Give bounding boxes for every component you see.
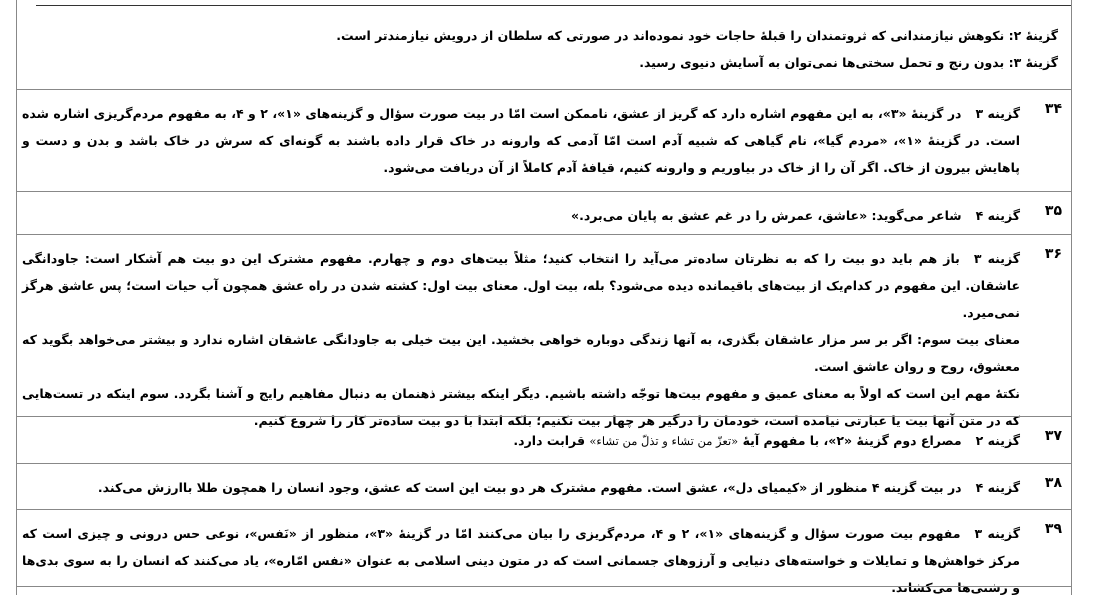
answer-paragraph [22,100,1020,181]
top-rule [36,5,1072,6]
answer-label: گزینه ۴ [975,480,1020,495]
answer-row-39 [16,510,1072,595]
answer-label: گزینه ۳ [973,251,1020,266]
answer-paragraph: معنای بیت سوم: اگر بر سر مزار عاشقان بگذری، به آنها زندگی دوباره خواهی بخشید. این بیت خیلی به جاودانگی عاشقان اشاره ندارد و بیشتر می‌خواهد بگوید که معشوق، روح و روان عاشق است. [22,332,1020,374]
answer-text: در گزینهٔ «۳»، به این مفهوم اشاره دارد که گریز از عشق، ناممکن است امّا در بیت صورت سؤال و گزینه‌های «۱»، ۲ و ۴، به مفهوم مردم‌گریزی اشاره شده است. در گزینهٔ «۱»، «مردم گیا»، نام گیاهی که شبیه آدم است امّا آدمی که وارونه در خاک قرار داده باشند به گونه‌ای که سرش در خاک باشد و بدن و دست و پاهایش بیرون از خاک. اگر آن را از خاک در بیاوریم و وارونه کنیم، قیافهٔ آدم کاملاً از آن دریافت می‌شود. [22,106,1020,175]
answer-row-38 [16,464,1072,509]
answer-row-37 [16,417,1072,463]
answer-paragraph [22,245,1020,326]
answer-text-end: قرابت دارد. [513,433,586,448]
answer-paragraph [22,427,1020,455]
continuation-line-1: گزینهٔ ۲: نکوهش نیازمندانی که ثروتمندان را قبلهٔ حاجات خود نموده‌اند در صورتی که سلطان از درویش نیازمندتر است. [336,28,1058,43]
continuation-block [16,12,1072,88]
answer-text: در بیت گزینه ۴ منظور از «کیمیای دل»، عشق است. مفهوم مشترک هر دو بیت این است که عشق، وجود انسان را همچون طلا باارزش می‌کند. [97,480,962,495]
question-number: ۳۵ [1044,203,1062,219]
answer-text: شاعر می‌گوید: «عاشق، عمرش را در غم عشق به پایان می‌برد.» [571,208,962,223]
answer-text: باز هم باید دو بیت را که به نظرتان ساده‌تر می‌آید را انتخاب کنید؛ مثلاً بیت‌های دوم و چهارم. مفهوم مشترک این دو بیت هم آشکار است: جاودانگی عاشقان. این مفهوم در کدام‌یک از بیت‌های باقیمانده دیده می‌شود؟ بله، بیت اول. معنای بیت اول: کشته شدن در راه عشق همچون آب حیات است؛ پس عاشق هرگز نمی‌میرد. [22,251,1020,320]
question-number: ۳۷ [1044,428,1062,444]
answer-label: گزینه ۳ [974,526,1020,541]
answer-paragraph [22,474,1020,501]
continuation-line-2: گزینهٔ ۳: بدون رنج و تحمل سختی‌ها نمی‌توان به آسایش دنیوی رسید. [639,55,1058,70]
question-number: ۳۹ [1044,521,1062,537]
answer-paragraph: نکتهٔ مهم این است که اولاً به معنای عمیق و مفهوم بیت‌ها توجّه داشته باشیم. دیگر اینکه بیشتر ذهنمان به دنبال مفاهیم رایج و آشنا بگردد. سوم اینکه در تست‌هایی که در متن آنها بیت یا عبارتی نیامده است، خودمان را درگیر هر چهار بیت نکنیم؛ بلکه ابتدا با دو بیت ساده‌تر کار را شروع کنیم. [22,386,1020,428]
quran-verse: «تعزّ من تشاء و تذلّ من تشاء» [589,434,739,448]
answer-text: مفهوم بیت صورت سؤال و گزینه‌های «۱»، ۲ و ۴، مردم‌گریزی را بیان می‌کنند امّا در گزینهٔ «۳»، منظور از «نَفس»، نوعی حس درونی و چیزی است که مرکز خواهش‌ها و تمایلات و خواسته‌های دنیایی و آرزوهای جسمانی است که در متون دینی اسلامی به عنوان «نفس امّاره»، یاد می‌کنند که انسان را به سوی بدی‌ها و زشتی‌ها می‌کشاند. [22,526,1020,595]
answer-row-35 [16,192,1072,234]
answer-label: گزینه ۳ [975,106,1020,121]
answer-paragraph [22,520,1020,601]
question-number: ۳۸ [1044,475,1062,491]
answer-paragraph [22,202,1020,229]
row-divider [16,586,1072,587]
answer-label: گزینه ۴ [975,208,1020,223]
answer-text: مصراع دوم گزینهٔ «۲»، با مفهوم آیهٔ [742,433,962,448]
answer-row-36 [16,235,1072,428]
answer-label: گزینه ۲ [975,433,1020,448]
question-number: ۳۶ [1044,246,1062,262]
answer-row-34 [16,90,1072,191]
question-number: ۳۴ [1044,101,1062,117]
